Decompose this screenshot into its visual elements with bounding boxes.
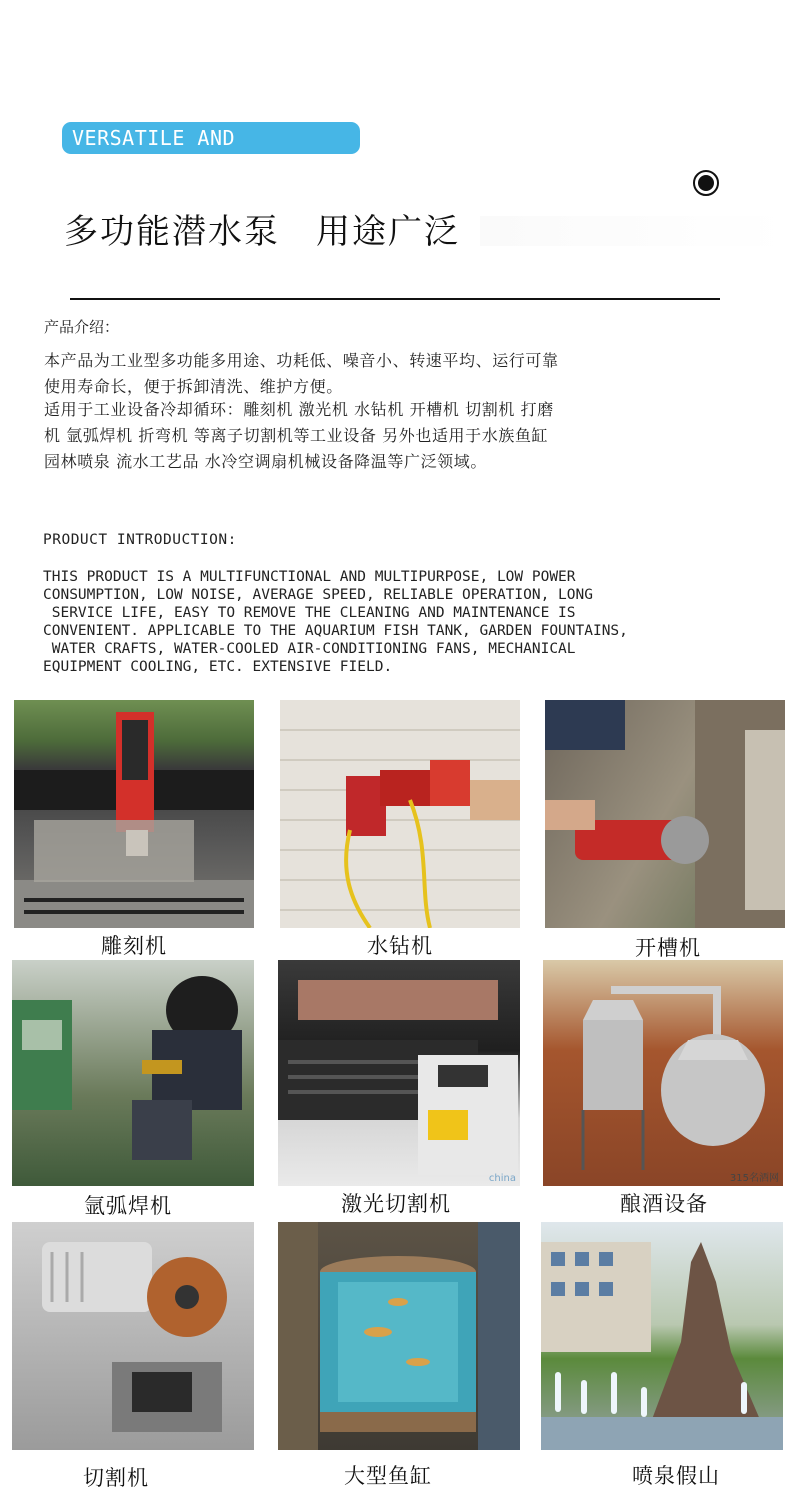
photo-engraving-machine (14, 700, 254, 928)
photo-brewing-equipment (543, 960, 783, 1186)
grooving-machine-illustration (545, 700, 785, 928)
text-line: CONVENIENT. APPLICABLE TO THE AQUARIUM FISH TANK, GARDEN FOUNTAINS, (43, 623, 628, 639)
text-line: 机 氩弧焊机 折弯机 等离子切割机等工业设备 另外也适用于水族鱼缸 (44, 426, 549, 445)
en-intro-heading: PRODUCT INTRODUCTION: (43, 532, 237, 548)
text-line: 本产品为工业型多功能多用途、功耗低、噪音小、转速平均、运行可靠 (44, 351, 559, 370)
cutting-machine-illustration (12, 1222, 254, 1450)
photo-large-aquarium (278, 1222, 520, 1450)
brewing-equipment-illustration (543, 960, 783, 1186)
text-line: 使用寿命长，便于拆卸清洗、维护方便。 (44, 377, 343, 396)
laser-cutter-illustration (278, 960, 520, 1186)
photo-fountain-rockery (541, 1222, 783, 1450)
photo-grooving-machine (545, 700, 785, 928)
caption: 切割机 (83, 1466, 149, 1490)
caption: 激光切割机 (341, 1192, 451, 1216)
argon-welder-illustration (12, 960, 254, 1186)
large-aquarium-illustration (278, 1222, 520, 1450)
text-line: EQUIPMENT COOLING, ETC. EXTENSIVE FIELD. (43, 659, 393, 675)
cn-intro-heading: 产品介绍： (44, 318, 120, 336)
caption: 酿酒设备 (620, 1192, 708, 1216)
caption: 开槽机 (635, 936, 701, 960)
fountain-rockery-illustration (541, 1222, 783, 1450)
photo-cutting-machine (12, 1222, 254, 1450)
caption: 大型鱼缸 (344, 1464, 432, 1488)
water-drill-illustration (280, 700, 520, 928)
caption: 氩弧焊机 (84, 1194, 172, 1218)
watermark: 315名酒网 (729, 1173, 779, 1184)
photo-water-drill (280, 700, 520, 928)
caption: 雕刻机 (101, 934, 167, 958)
caption: 喷泉假山 (632, 1464, 720, 1488)
divider (70, 298, 720, 300)
photo-laser-cutter (278, 960, 520, 1186)
cn-intro-paragraph-2 (44, 397, 734, 475)
en-intro-paragraph (43, 568, 783, 676)
caption: 水钻机 (367, 934, 433, 958)
text-line: WATER CRAFTS, WATER-COOLED AIR-CONDITIONING FANS, MECHANICAL (43, 641, 576, 657)
cn-intro-paragraph-1 (44, 348, 734, 400)
watermark: china (488, 1173, 516, 1184)
text-line: 适用于工业设备冷却循环：雕刻机 激光机 水钻机 开槽机 切割机 打磨 (44, 400, 554, 419)
text-line: THIS PRODUCT IS A MULTIFUNCTIONAL AND MULTIPURPOSE, LOW POWER (43, 569, 576, 585)
engraving-machine-illustration (14, 700, 254, 928)
photo-argon-welder (12, 960, 254, 1186)
text-line: 园林喷泉 流水工艺品 水冷空调扇机械设备降温等广泛领域。 (44, 452, 487, 471)
radio-dot-icon (693, 170, 719, 196)
page-title: 多功能潜水泵 用途广泛 (64, 212, 460, 252)
text-line: CONSUMPTION, LOW NOISE, AVERAGE SPEED, RELIABLE OPERATION, LONG (43, 587, 593, 603)
section-badge: VERSATILE AND VERSATILE (62, 122, 360, 154)
text-line: SERVICE LIFE, EASY TO REMOVE THE CLEANING AND MAINTENANCE IS (43, 605, 576, 621)
title-background-fade (480, 216, 790, 246)
